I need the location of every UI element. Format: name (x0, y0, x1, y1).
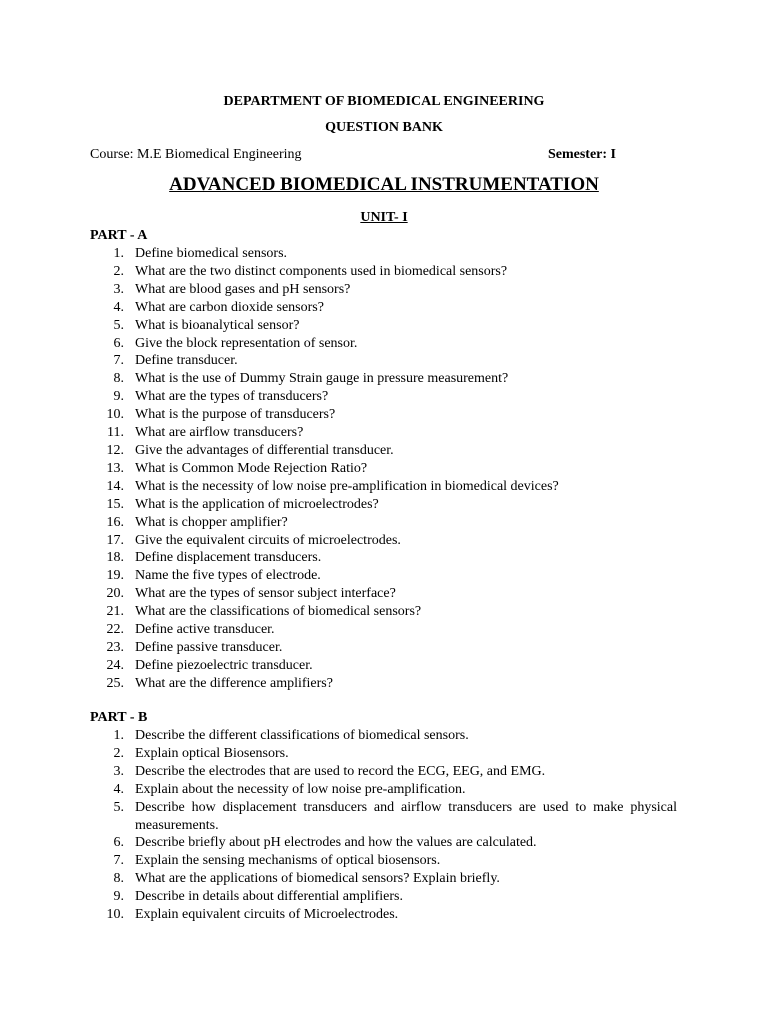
question-item (90, 657, 677, 675)
department-heading: DEPARTMENT OF BIOMEDICAL ENGINEERING (223, 94, 545, 109)
question-text: What is the purpose of transducers? (135, 407, 336, 423)
question-number: 21. (106, 604, 124, 620)
question-text: What is the application of microelectrodes? (135, 496, 379, 512)
question-number: 8. (113, 871, 124, 887)
question-text: Give the advantages of differential transducer. (135, 442, 394, 458)
question-text: Describe the electrodes that are used to record the ECG, EEG, and EMG. (135, 763, 546, 779)
question-number: 16. (106, 514, 124, 530)
question-item (90, 299, 677, 317)
question-item (90, 603, 677, 621)
question-number: 7. (113, 353, 124, 369)
question-bank-heading: QUESTION BANK (325, 120, 443, 135)
question-text: What are the types of transducers? (135, 389, 329, 405)
question-item (90, 727, 677, 745)
question-item (90, 621, 677, 639)
question-number: 23. (106, 639, 124, 655)
question-item (90, 870, 677, 888)
question-text: Explain optical Biosensors. (135, 745, 289, 761)
question-text: What are carbon dioxide sensors? (135, 299, 324, 315)
question-text: Explain about the necessity of low noise pre-amplification. (135, 781, 466, 797)
question-number: 5. (113, 799, 124, 815)
question-text: What are blood gases and pH sensors? (135, 281, 351, 297)
question-number: 18. (106, 550, 124, 566)
question-item (90, 263, 677, 281)
question-number: 10. (106, 907, 124, 923)
document-title: ADVANCED BIOMEDICAL INSTRUMENTATION (169, 174, 599, 195)
question-number: 19. (106, 568, 124, 584)
part-a-question-list (90, 245, 677, 693)
question-text: Give the equivalent circuits of microelectrodes. (135, 532, 401, 548)
question-text: Explain equivalent circuits of Microelectrodes. (135, 907, 399, 923)
part-b-question-list (90, 727, 677, 924)
question-text: Define active transducer. (135, 622, 275, 638)
question-item (90, 906, 677, 924)
question-number: 1. (113, 728, 124, 743)
question-item (90, 424, 677, 442)
question-text: Give the block representation of sensor. (135, 335, 358, 351)
question-text: What is Common Mode Rejection Ratio? (135, 460, 368, 476)
question-item (90, 745, 677, 763)
question-text: What is the necessity of low noise pre-amplification in biomedical devices? (135, 478, 559, 494)
question-number: 8. (113, 371, 124, 387)
question-number: 9. (113, 889, 124, 905)
question-number: 1. (113, 246, 124, 261)
question-number: 13. (106, 460, 124, 476)
question-number: 2. (113, 745, 124, 761)
question-text: Define displacement transducers. (135, 550, 322, 566)
question-number: 5. (113, 317, 124, 333)
question-number: 9. (113, 389, 124, 405)
question-text: What are the classifications of biomedical sensors? (135, 604, 422, 620)
question-item (90, 532, 677, 550)
question-text: What are the types of sensor subject interface? (135, 586, 396, 602)
question-text: Describe how displacement transducers and airflow transducers are used to make physical measurements. (135, 799, 677, 833)
question-item (90, 335, 677, 353)
part-a-heading: PART - A (90, 228, 148, 243)
question-text: Define transducer. (135, 353, 238, 369)
question-text: What is bioanalytical sensor? (135, 317, 300, 333)
unit-heading: UNIT- I (360, 210, 408, 225)
question-number: 7. (113, 853, 124, 869)
question-text: Name the five types of electrode. (135, 568, 321, 584)
question-item (90, 888, 677, 906)
question-number: 17. (106, 532, 124, 548)
question-number: 25. (106, 675, 124, 691)
question-number: 10. (106, 407, 124, 423)
question-item (90, 799, 677, 835)
question-text: Describe in details about differential amplifiers. (135, 889, 403, 905)
question-number: 2. (113, 263, 124, 279)
question-number: 12. (106, 442, 124, 458)
question-item (90, 496, 677, 514)
question-item (90, 388, 677, 406)
question-number: 4. (113, 781, 124, 797)
question-number: 6. (113, 335, 124, 351)
question-number: 3. (113, 281, 124, 297)
question-text: What are the two distinct components used in biomedical sensors? (135, 263, 508, 279)
question-item (90, 763, 677, 781)
question-text: What are the applications of biomedical sensors? Explain briefly. (135, 871, 500, 887)
question-number: 22. (106, 622, 124, 638)
question-item (90, 549, 677, 567)
question-item (90, 370, 677, 388)
question-text: What are airflow transducers? (135, 425, 304, 441)
question-item (90, 585, 677, 603)
question-item (90, 834, 677, 852)
question-item (90, 514, 677, 532)
semester-label: Semester: I (547, 147, 616, 162)
part-b-heading: PART - B (90, 710, 148, 725)
question-item (90, 281, 677, 299)
course-line (90, 146, 616, 164)
question-text: What are the difference amplifiers? (135, 675, 333, 691)
question-item (90, 245, 677, 263)
question-text: Describe the different classifications of biomedical sensors. (135, 728, 469, 743)
question-number: 4. (113, 299, 124, 315)
question-item (90, 442, 677, 460)
question-text: What is the use of Dummy Strain gauge in pressure measurement? (135, 371, 509, 387)
question-number: 20. (106, 586, 124, 602)
question-text: Define piezoelectric transducer. (135, 657, 313, 673)
question-item (90, 852, 677, 870)
question-text: Describe briefly about pH electrodes and how the values are calculated. (135, 835, 537, 851)
question-number: 3. (113, 763, 124, 779)
question-item (90, 675, 677, 693)
question-number: 24. (106, 657, 124, 673)
question-text: Define biomedical sensors. (135, 246, 288, 261)
question-item (90, 478, 677, 496)
question-number: 6. (113, 835, 124, 851)
question-item (90, 352, 677, 370)
question-item (90, 460, 677, 478)
question-item (90, 567, 677, 585)
question-text: Define passive transducer. (135, 639, 283, 655)
question-text: Explain the sensing mechanisms of optical biosensors. (135, 853, 441, 869)
question-number: 14. (106, 478, 124, 494)
question-item (90, 406, 677, 424)
question-number: 11. (107, 425, 124, 441)
question-item (90, 317, 677, 335)
question-item (90, 639, 677, 657)
question-number: 15. (106, 496, 124, 512)
question-item (90, 781, 677, 799)
question-text: What is chopper amplifier? (135, 514, 288, 530)
course-label: Course: M.E Biomedical Engineering (90, 147, 302, 162)
